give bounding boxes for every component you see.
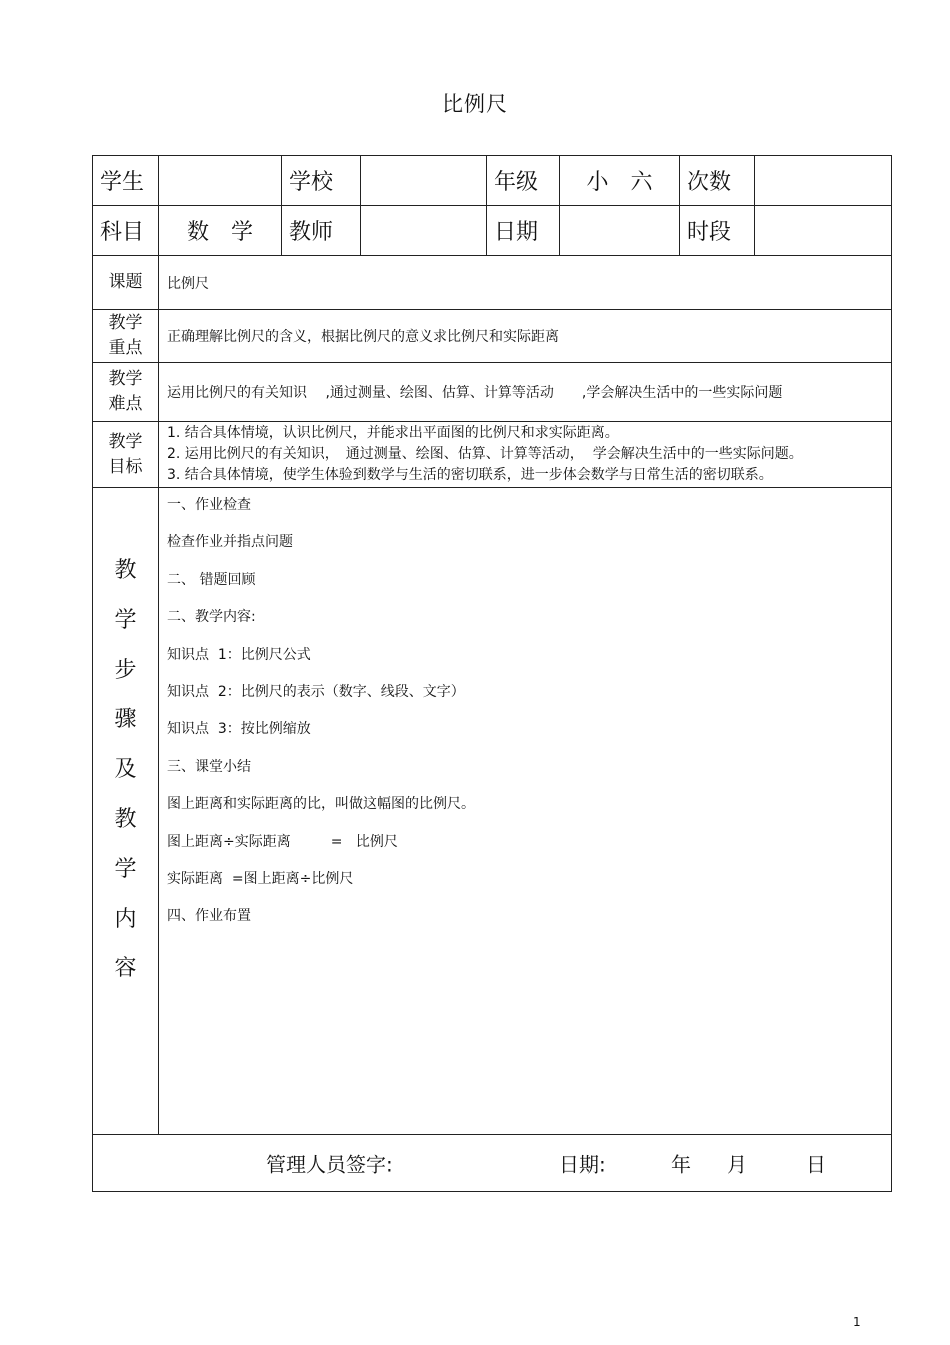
period-label: 时段 [680,206,755,256]
steps-label-char: 教 [114,806,137,832]
footer-date-label: 日期: [559,1152,606,1177]
date-label: 日期 [487,206,560,256]
difficulties-label-line-1: 教学 [108,369,143,389]
signature-label: 管理人员签字: [266,1152,393,1177]
footer-row [93,1135,892,1192]
goal-item-2: 2. 运用比例尺的有关知识， 通过测量、绘图、估算、计算等活动， 学会解决生活中的一些实际问题。 [167,446,803,462]
school-label: 学校 [282,156,361,206]
step-line-knowledge-3: 知识点 3：按比例缩放 [167,721,311,738]
topic-label: 课题 [93,256,159,310]
grade-label: 年级 [487,156,560,206]
key-points-label-line-1: 教学 [108,313,143,333]
goals-label-line-1: 教学 [108,431,143,452]
step-line-homework-check: 一、作业检查 [167,497,251,513]
lesson-plan-table [92,155,892,1192]
goals-label [93,422,159,488]
footer-year: 年 [671,1152,691,1177]
grade-field[interactable]: 小 六 [560,156,680,206]
step-line-error-review: 二、 错题回顾 [167,571,256,588]
key-points-label-line-2: 重点 [108,338,143,358]
topic-value[interactable]: 比例尺 [159,256,892,310]
step-line-knowledge-2: 知识点 2：比例尺的表示（数字、线段、文字） [167,683,465,700]
goal-item-1: 1. 结合具体情境，认识比例尺，并能求出平面图的比例尺和求实际距离。 [167,425,619,441]
page-title: 比例尺 [442,92,508,116]
difficulties-label [93,363,159,422]
teacher-label: 教师 [282,206,361,256]
student-field[interactable] [159,156,282,206]
steps-label-char: 教 [114,558,137,583]
step-line-formula-2: 实际距离 =图上距离÷比例尺 [167,870,354,887]
goals-value[interactable] [159,422,892,488]
step-line-content-heading: 二、教学内容: [167,609,256,626]
session-field[interactable] [755,156,892,206]
step-line-homework-assign: 四、作业布置 [167,908,251,925]
subject-label: 科目 [93,206,159,256]
step-line-check-detail: 检查作业并指点问题 [167,534,293,551]
page-number: 1 [853,1315,861,1329]
topic-row [93,256,892,310]
date-field[interactable] [560,206,680,256]
step-line-knowledge-1: 知识点 1：比例尺公式 [167,646,311,663]
steps-label-char: 及 [114,757,137,783]
header-row-1 [93,156,892,206]
step-line-formula-1: 图上距离÷实际距离 = 比例尺 [167,833,398,850]
teacher-field[interactable] [361,206,487,256]
steps-label-char: 学 [114,607,137,633]
steps-label-char: 学 [114,856,137,882]
signature-row [93,1135,892,1192]
goal-item-3: 3. 结合具体情境，使学生体验到数学与生活的密切联系，进一步体会数学与日常生活的密切联系。 [167,467,773,483]
school-field[interactable] [361,156,487,206]
key-points-row [93,310,892,363]
goals-row [93,422,892,488]
footer-day: 日 [806,1152,826,1177]
difficulties-value[interactable]: 运用比例尺的有关知识 ,通过测量、绘图、估算、计算等活动 ,学会解决生活中的一些实际问题 [159,363,892,422]
step-line-summary-heading: 三、课堂小结 [167,758,251,775]
header-row-2 [93,206,892,256]
period-field[interactable] [755,206,892,256]
subject-field[interactable]: 数 学 [159,206,282,256]
steps-content[interactable] [159,488,892,1135]
student-label: 学生 [93,156,159,206]
key-points-value[interactable]: 正确理解比例尺的含义，根据比例尺的意义求比例尺和实际距离 [159,310,892,363]
steps-row [93,488,892,1135]
steps-label-char: 容 [114,956,137,982]
goals-label-line-2: 目标 [108,456,143,477]
step-line-definition: 图上距离和实际距离的比，叫做这幅图的比例尺。 [167,796,475,813]
footer-month: 月 [727,1152,747,1177]
steps-label-char: 步 [114,657,137,683]
steps-label [93,488,159,1135]
difficulties-label-line-2: 难点 [108,394,143,414]
difficulties-row [93,363,892,422]
steps-label-char: 内 [114,906,137,932]
steps-label-char: 骤 [114,707,137,733]
key-points-label [93,310,159,363]
session-label: 次数 [680,156,755,206]
